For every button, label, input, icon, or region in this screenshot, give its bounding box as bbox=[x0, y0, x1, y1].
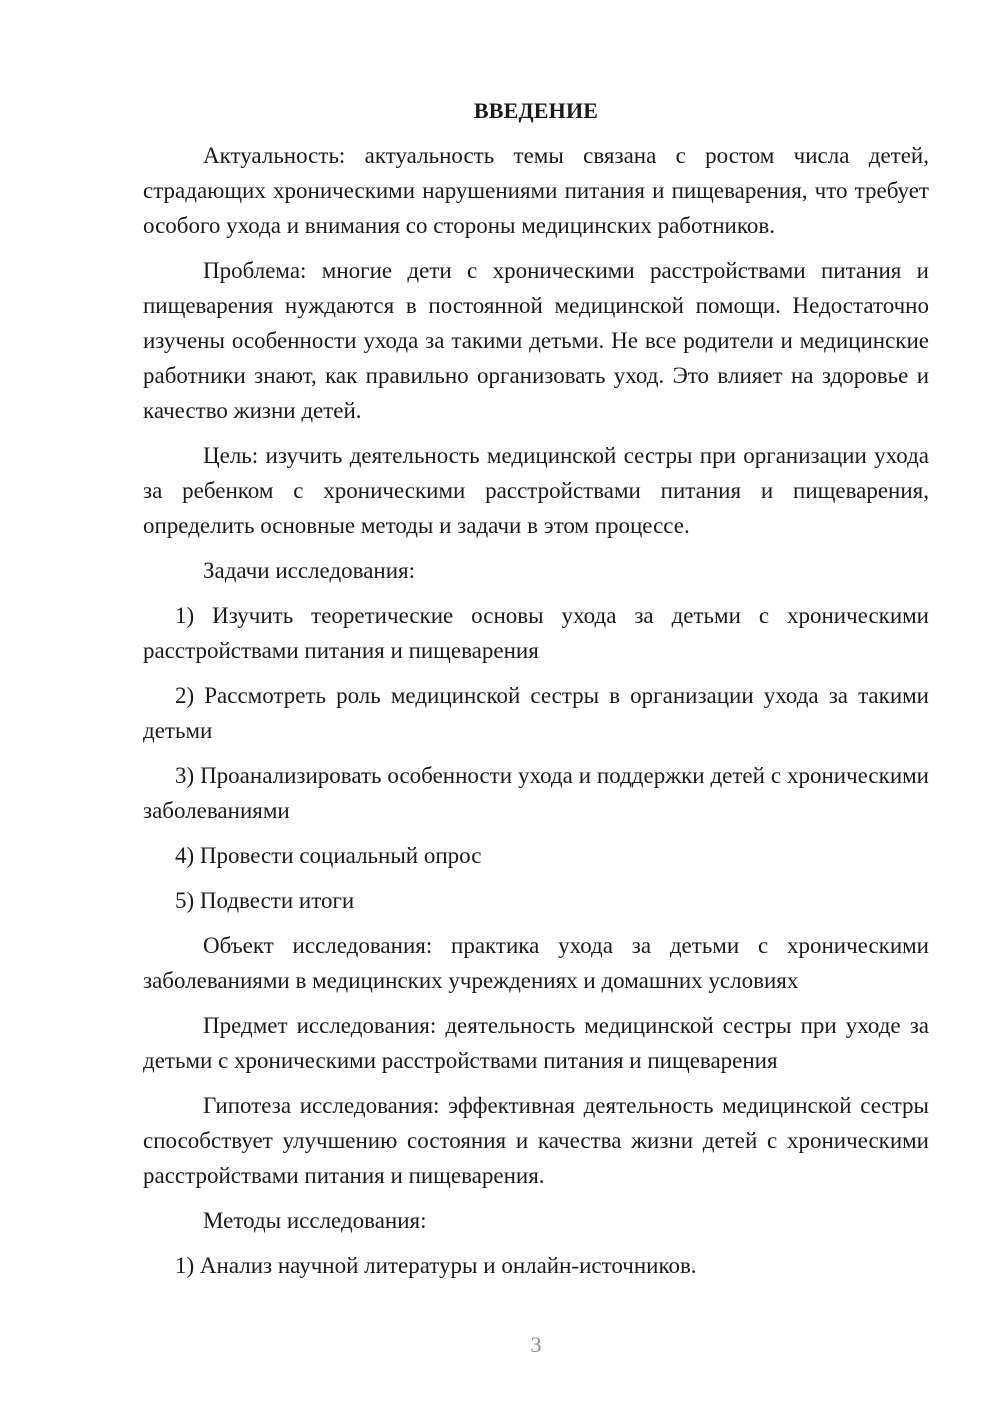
page-number: 3 bbox=[530, 1332, 542, 1357]
task-item-5: 5) Подвести итоги bbox=[175, 888, 355, 913]
task-item-4: 4) Провести социальный опрос bbox=[175, 843, 482, 868]
task-item-1: 1) Изучить теоретические основы ухода за детьми с хроническими расстройствами питания и пищеварения bbox=[143, 603, 929, 663]
hypothesis-paragraph: Гипотеза исследования: эффективная деятельность медицинской сестры способствует улучшению состояния и качества жизни детей с хроническими расстройствами питания и пищеварения. bbox=[143, 1093, 929, 1188]
object-paragraph: Объект исследования: практика ухода за детьми с хроническими заболеваниями в медицинских учреждениях и домашних условиях bbox=[143, 933, 929, 993]
page-content bbox=[143, 93, 929, 1293]
methods-heading: Методы исследования: bbox=[203, 1208, 427, 1233]
section-title: ВВЕДЕНИЕ bbox=[473, 98, 599, 123]
method-item-1: 1) Анализ научной литературы и онлайн-источников. bbox=[175, 1253, 697, 1278]
problem-paragraph: Проблема: многие дети с хроническими расстройствами питания и пищеварения нуждаются в постоянной медицинской помощи. Недостаточно изучены особенности ухода за такими детьми. Не все родители и медицинские работники знают, как правильно организовать уход. Это влияет на здоровье и качество жизни детей. bbox=[143, 258, 929, 423]
task-item-3: 3) Проанализировать особенности ухода и поддержки детей с хроническими заболеваниями bbox=[143, 763, 929, 823]
relevance-paragraph: Актуальность: актуальность темы связана с ростом числа детей, страдающих хроническими нарушениями питания и пищеварения, что требует особого ухода и внимания со стороны медицинских работников. bbox=[143, 143, 929, 238]
goal-paragraph: Цель: изучить деятельность медицинской сестры при организации ухода за ребенком с хроническими расстройствами питания и пищеварения, определить основные методы и задачи в этом процессе. bbox=[143, 443, 929, 538]
tasks-heading: Задачи исследования: bbox=[203, 558, 416, 583]
subject-paragraph: Предмет исследования: деятельность медицинской сестры при уходе за детьми с хроническими расстройствами питания и пищеварения bbox=[143, 1013, 929, 1073]
task-item-2: 2) Рассмотреть роль медицинской сестры в организации ухода за такими детьми bbox=[143, 683, 929, 743]
